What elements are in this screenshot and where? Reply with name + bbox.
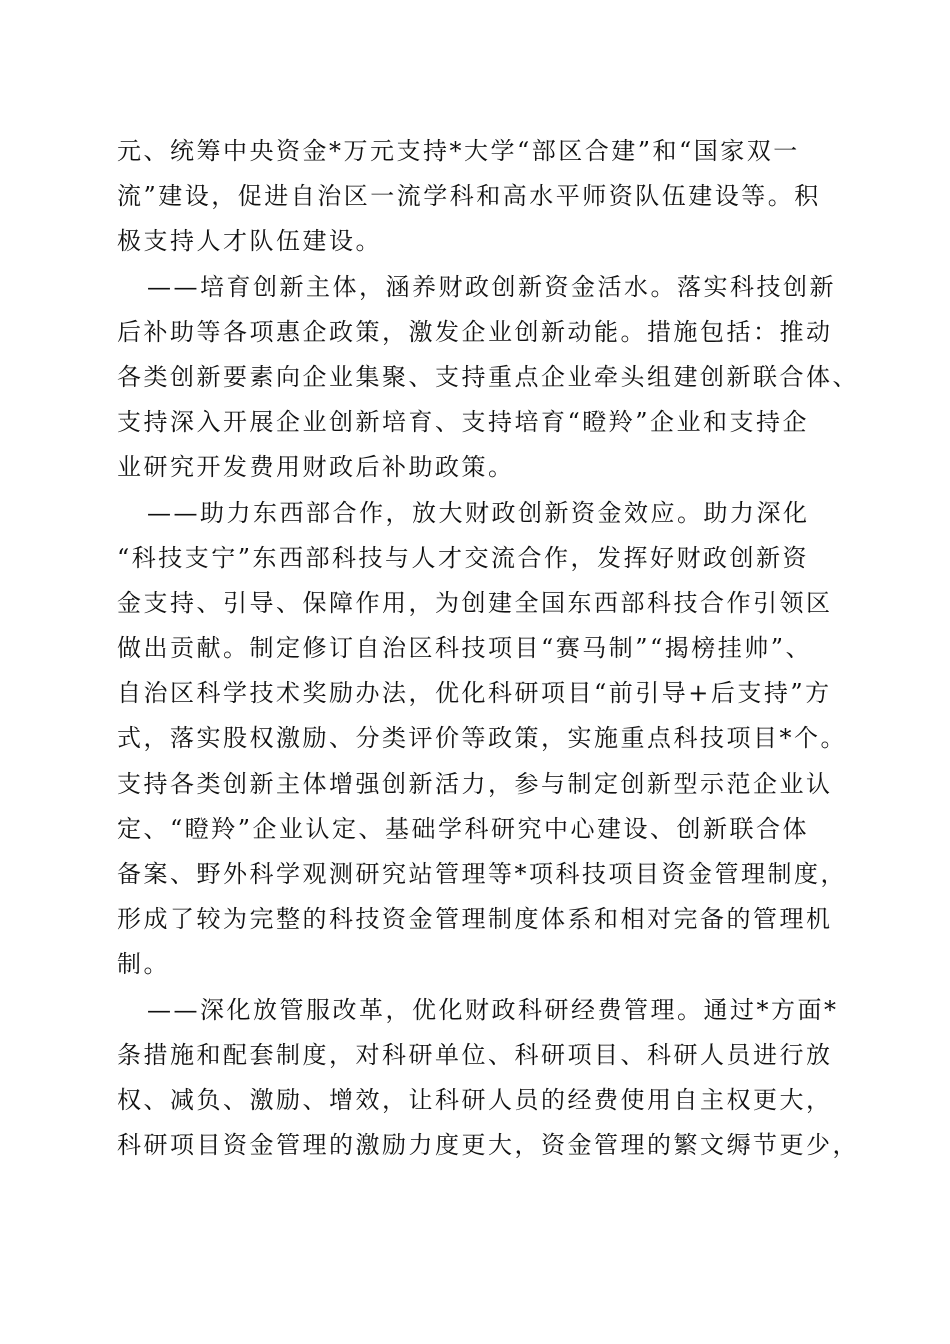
text-line: ——培育创新主体，涵养财政创新资金活水。落实科技创新 <box>147 272 836 301</box>
text-line: 权、减负、激励、增效，让科研人员的经费使用自主权更大， <box>117 1085 833 1114</box>
paragraph-talent-support <box>117 129 837 265</box>
text-line: 定、“瞪羚”企业认定、基础学科研究中心建设、创新联合体 <box>117 814 810 843</box>
paragraph-innovation-subject <box>117 265 859 491</box>
text-line: ——深化放管服改革，优化财政科研经费管理。通过*方面* <box>147 995 839 1024</box>
text-line: 极支持人才队伍建设。 <box>117 227 382 256</box>
text-line: 业研究开发费用财政后补助政策。 <box>117 453 515 482</box>
text-line: 条措施和配套制度，对科研单位、科研项目、科研人员进行放 <box>117 1040 833 1069</box>
text-line: 制。 <box>117 950 170 979</box>
text-line: 做出贡献。制定修订自治区科技项目“赛马制”“揭榜挂帅”、 <box>117 634 813 663</box>
body-text <box>117 129 859 1168</box>
text-line: 支持各类创新主体增强创新活力，参与制定创新型示范企业认 <box>117 769 833 798</box>
text-line: 自治区科学技术奖励办法，优化科研项目“前引导+后支持”方 <box>117 679 832 708</box>
text-line: 式，落实股权激励、分类评价等政策，实施重点科技项目*个。 <box>117 724 847 753</box>
text-line: 后补助等各项惠企政策，激发企业创新动能。措施包括：推动 <box>117 317 833 346</box>
paragraph-east-west-cooperation <box>117 491 847 988</box>
paragraph-management-reform <box>117 988 859 1169</box>
text-line: 支持深入开展企业创新培育、支持培育“瞪羚”企业和支持企 <box>117 408 810 437</box>
text-line: 流”建设，促进自治区一流学科和高水平师资队伍建设等。积 <box>117 182 821 211</box>
text-line: 形成了较为完整的科技资金管理制度体系和相对完备的管理机 <box>117 905 833 934</box>
text-line: 科研项目资金管理的激励力度更大，资金管理的繁文缛节更少， <box>117 1131 859 1160</box>
text-line: 金支持、引导、保障作用，为创建全国东西部科技合作引领区 <box>117 588 833 617</box>
text-line: 元、统筹中央资金*万元支持*大学“部区合建”和“国家双一 <box>117 137 800 165</box>
text-line: 备案、野外科学观测研究站管理等*项科技项目资金管理制度， <box>117 860 847 888</box>
text-line: “科技支宁”东西部科技与人才交流合作，发挥好财政创新资 <box>117 543 810 572</box>
text-line: 各类创新要素向企业集聚、支持重点企业牵头组建创新联合体、 <box>117 362 859 391</box>
text-line: ——助力东西部合作，放大财政创新资金效应。助力深化 <box>147 498 810 527</box>
